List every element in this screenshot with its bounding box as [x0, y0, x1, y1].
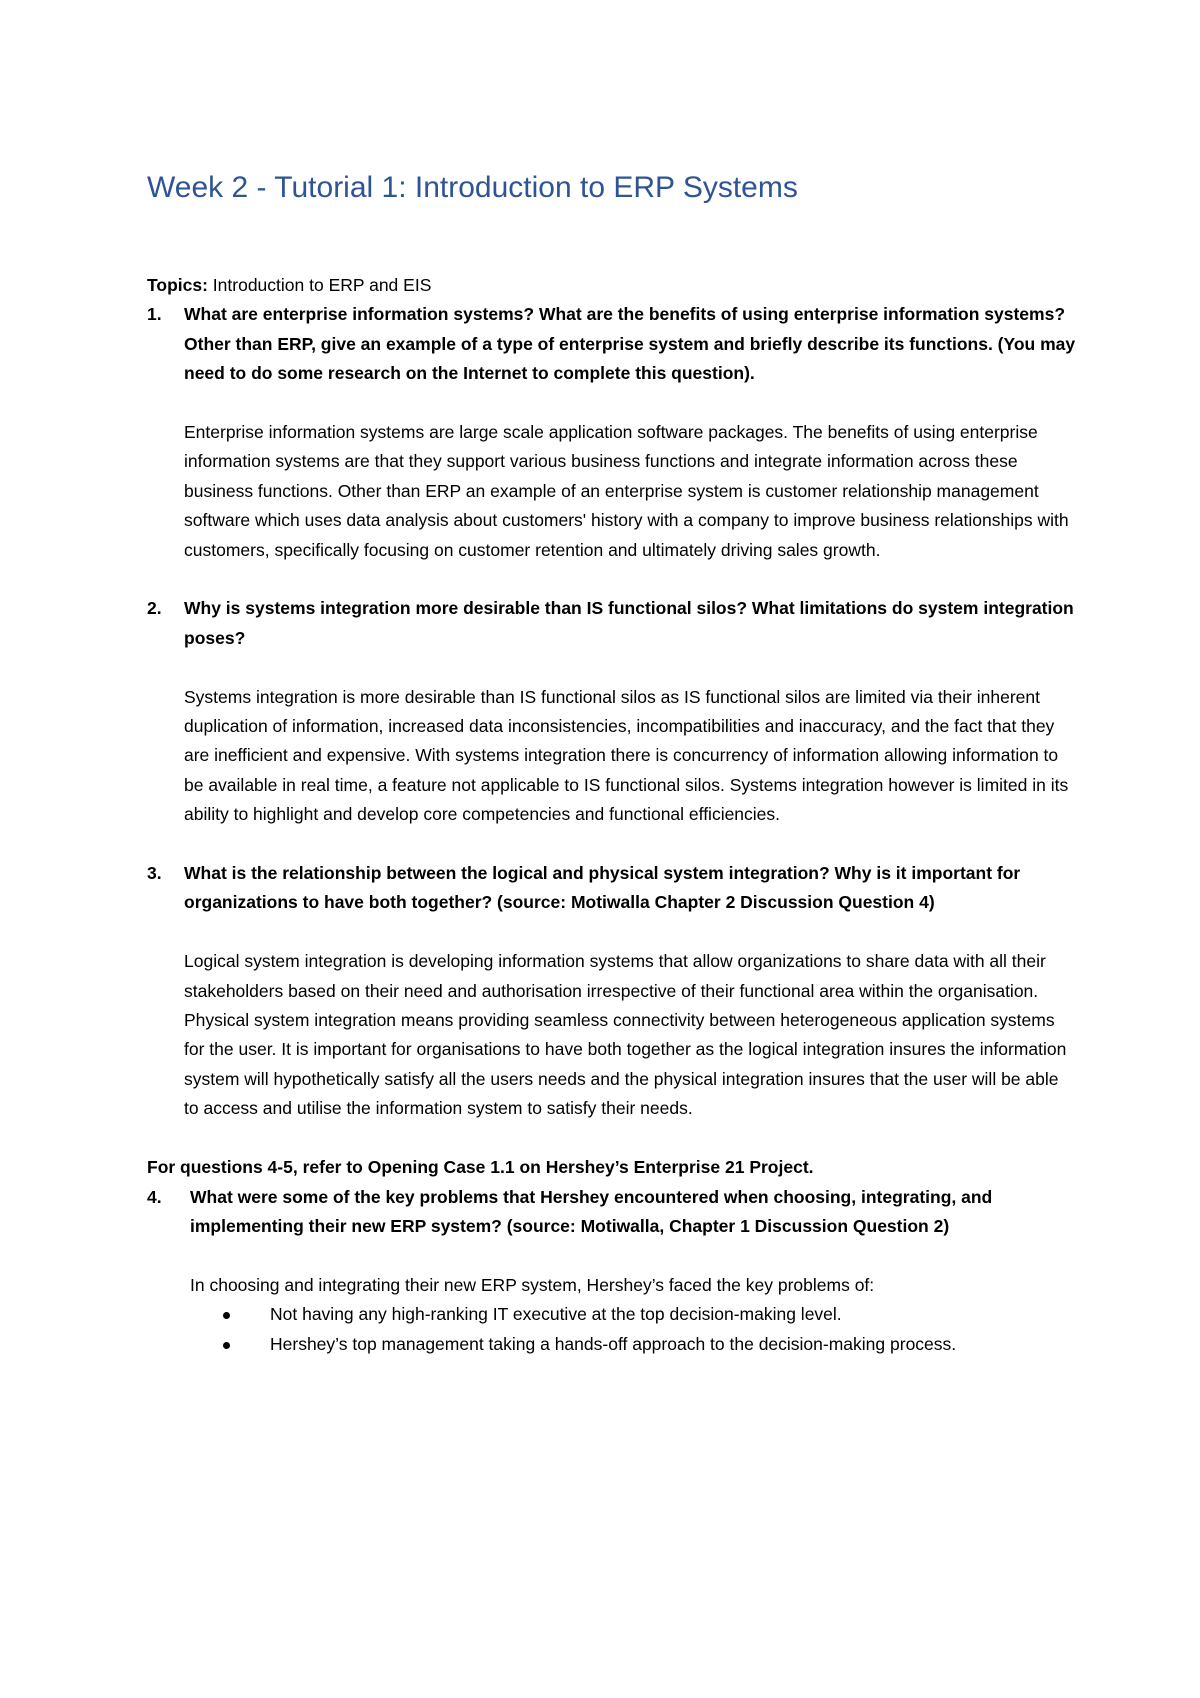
spacer [147, 1124, 1077, 1153]
spacer [147, 565, 1077, 594]
bullet-item [190, 1330, 1077, 1359]
spacer [147, 830, 1077, 859]
question-3 [147, 859, 1077, 918]
question-4 [147, 1183, 1077, 1242]
bullet-text: Not having any high-ranking IT executive at the top decision-making level. [270, 1304, 842, 1325]
question-text: Why is systems integration more desirable than IS functional silos? What limitations do system integration poses? [184, 598, 1074, 648]
question-1 [147, 300, 1077, 388]
bullet-dot-icon [223, 1312, 230, 1319]
document-title: Week 2 - Tutorial 1: Introduction to ERP Systems [147, 171, 798, 204]
topics-line [147, 271, 1077, 300]
answer-4-bullet-list [147, 1300, 1077, 1359]
question-number: 1. [147, 304, 162, 325]
bullet-dot-icon [223, 1342, 230, 1349]
answer-1: Enterprise information systems are large scale application software packages. The benefits of using enterprise information systems are that they support various business functions and integrate information across these business functions. Other than ERP an example of an enterprise system is customer relationship management software which uses data analysis about customers' history with a company to improve business relationships with customers, specifically focusing on customer retention and ultimately driving sales growth. [184, 422, 1069, 560]
question-number: 3. [147, 863, 162, 884]
question-2 [147, 594, 1077, 653]
topics-label: Topics: [147, 275, 208, 295]
document-body [147, 271, 1077, 1359]
question-text: What were some of the key problems that Hershey encountered when choosing, integrating, and implementing their new ERP system? (source: Motiwalla, Chapter 1 Discussion Question 2) [190, 1186, 993, 1236]
topics-value: Introduction to ERP and EIS [207, 275, 432, 295]
bullet-item [190, 1300, 1077, 1329]
question-text: What are enterprise information systems? What are the benefits of using enterprise information systems? Other than ERP, give an example of a type of enterprise system and briefly describe its functions. (You may need to do some research on the Internet to complete this question). [184, 304, 1076, 384]
question-number: 4. [147, 1186, 162, 1207]
question-number: 2. [147, 598, 162, 619]
answer-3: Logical system integration is developing information systems that allow organizations to share data with all their stakeholders based on their need and authorisation irrespective of their functional area within the organisation. Physical system integration means providing seamless connectivity between heterogeneous application systems for the user. It is important for organisations to have both together as the logical integration insures the information system will hypothetically satisfy all the users needs and the physical integration insures that the user will be able to access and utilise the information system to satisfy their needs. [184, 951, 1067, 1119]
bullet-text: Hershey’s top management taking a hands-off approach to the decision-making process. [270, 1333, 957, 1354]
questions-4-5-intro: For questions 4-5, refer to Opening Case 1.1 on Hershey’s Enterprise 21 Project. [147, 1157, 814, 1178]
answer-4-intro: In choosing and integrating their new ERP system, Hershey’s faced the key problems of: [190, 1274, 875, 1295]
question-text: What is the relationship between the logical and physical system integration? Why is it important for organizations to have both together? (source: Motiwalla Chapter 2 Discussion Question 4) [184, 863, 1021, 913]
answer-2: Systems integration is more desirable than IS functional silos as IS functional silos are limited via their inherent duplication of information, increased data inconsistencies, incompatibilities and inaccuracy, and the fact that they are inefficient and expensive. With systems integration there is concurrency of information allowing information to be available in real time, a feature not applicable to IS functional silos. Systems integration however is limited in its ability to highlight and develop core competencies and functional efficiencies. [184, 686, 1069, 825]
